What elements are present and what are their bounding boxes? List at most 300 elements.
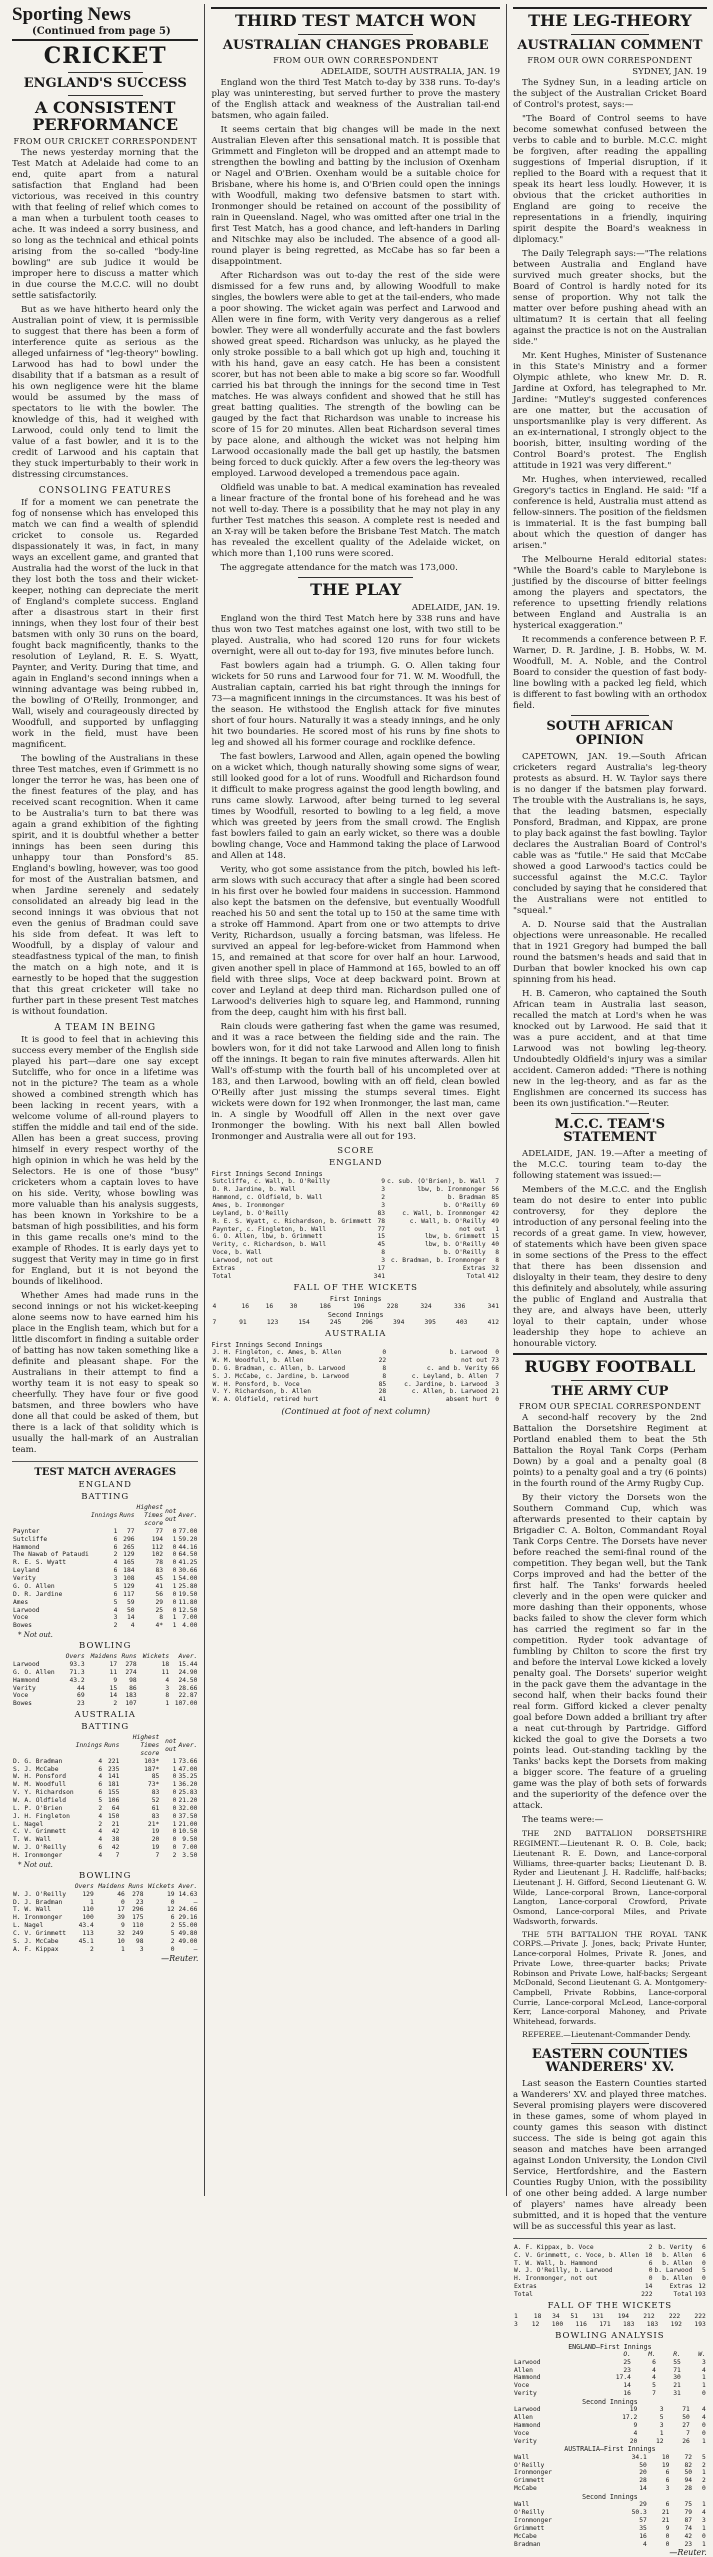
- table-cell: Ames: [13, 1598, 29, 1606]
- masthead-title: Sporting News: [12, 4, 131, 25]
- table-row: [12, 1766, 198, 1774]
- table-cell: Innings: [90, 1512, 118, 1520]
- table-cell: 21.00: [178, 1820, 198, 1828]
- table-cell: 29: [639, 2501, 647, 2509]
- australia-batting-table: [12, 1734, 198, 1860]
- table-row: [513, 2283, 707, 2291]
- table-cell: L. Nagel: [13, 1922, 44, 1930]
- table-cell: Verity: [514, 2390, 537, 2398]
- table-cell: 274: [125, 1668, 137, 1676]
- table-cell: 0: [665, 2540, 670, 2548]
- article-paragraph: If for a moment we can penetrate the fog of nonsense which has enveloped this match we can find a wealth of splendid cricket to console us. Regarded dispassionately it was, in fact, in many ways an excellent game, and granted that Australia had the worst of the luck in that they lost both the toss and their wicket-keeper, nothing can depreciate the merit of England's complete success. England after a disastrous start in their first innings, when they lost four of their best batsmen with only 30 runs on the board, fought back magnificently, thanks to the resolution of Leyland, R. E. S. Wyatt, Paynter, and Verity. During that time, and again in England's second innings when a winning advantage was being rubbed in, the bowling of O'Reilly, Ironmonger, and Wall, wisely and courageously directed by Woodfull, and supported by unflagging work in the field, must have been magnificent.: [12, 498, 199, 751]
- england-score-label: ENGLAND: [328, 1158, 383, 1169]
- table-cell: 14: [623, 2382, 631, 2390]
- table-cell: 4: [98, 1757, 103, 1765]
- table-cell: McCabe: [514, 2532, 537, 2540]
- table-cell: 184: [123, 1567, 135, 1575]
- table-cell: 78: [155, 1559, 164, 1567]
- table-cell: W. J. O'Reilly, b. Larwood: [514, 2267, 613, 2275]
- table-cell: 278: [125, 1660, 137, 1668]
- table-cell: 21: [111, 1820, 120, 1828]
- table-cell: 0: [701, 2485, 706, 2493]
- table-cell: 23: [623, 2366, 631, 2374]
- table-cell: 324: [420, 1302, 432, 1310]
- table-cell: [12, 1883, 72, 1891]
- table-cell: 18: [161, 1660, 170, 1668]
- table-cell: 5: [659, 2414, 664, 2422]
- table-cell: Leyland, b. O'Reilly: [212, 1209, 289, 1217]
- divider: [571, 1113, 649, 1114]
- table-row: [12, 1607, 198, 1615]
- table-header-row: [12, 1883, 198, 1891]
- table-cell: 34.1: [631, 2453, 647, 2461]
- table-row: [513, 2501, 707, 2509]
- table-cell: Grimmett: [514, 2524, 545, 2532]
- table-cell: lbw, b. O'Reilly: [424, 1241, 486, 1249]
- bowling-analysis-label: BOWLING ANALYSIS: [555, 2330, 665, 2341]
- army-cup-heading: THE ARMY CUP: [551, 1383, 669, 1399]
- table-cell: 43.4: [78, 1922, 94, 1930]
- table-cell: 6: [170, 1914, 175, 1922]
- article-paragraph: CAPETOWN, JAN. 19.—South African cricketers regard Australia's leg-theory protests as absurd. H. W. Taylor says there is no danger if the batsmen play forward. The trouble with the Australians is, he says, that the leading batsmen, especially Ponsford, Bradman, and Kippax, are prone to play back against the fast bowling. Taylor declares the Australian Board of Control's cable was as "futile." He said that McCabe showed a good Larwood's tactics could be successful against the M.C.C. Taylor concluded by saying that he considered that the Australians were not entitled to "squeal.": [513, 751, 707, 916]
- table-cell: 15: [491, 1233, 499, 1241]
- table-cell: 1: [701, 2524, 706, 2532]
- table-row: [513, 2252, 707, 2260]
- mcc-statement-heading: M.C.C. TEAM'S STATEMENT: [554, 1116, 665, 1146]
- table-cell: 8: [382, 1364, 387, 1372]
- bowling-label: BOWLING: [79, 1870, 132, 1881]
- table-cell: 5: [701, 2453, 706, 2461]
- table-row: [513, 2469, 707, 2477]
- table-cell: 235: [108, 1765, 120, 1773]
- table-cell: Verity: [514, 2437, 537, 2445]
- table-cell: W. M. Woodfull, b. Allen: [212, 1356, 304, 1364]
- team-list: THE 5TH BATTALION THE ROYAL TANK CORPS.—Private J. Jones, back; Private Hunter, Lance-corporal Holmes, Private R. Jones, and Private Lowe, three-quarter backs; Private Robinson and Private Lowe, half-backs; Sergeant McDonald, Second Lieutenant G. A. Montgomery-Campbell, Private Robbins, Lance-corporal Currie, Lance-corporal McLeod, Lance-corporal Kerr, Lance-corporal Mahoney, and Private Whitehead, forwards.: [513, 1929, 707, 2027]
- score-label: SCORE: [337, 1146, 375, 1157]
- table-cell: 412: [487, 1318, 499, 1326]
- table-cell: 7: [495, 1178, 499, 1186]
- table-cell: W. H. Ponsford: [13, 1773, 67, 1781]
- masthead: [12, 4, 198, 41]
- table-cell: 5: [701, 2267, 706, 2275]
- england-batting-rows: [12, 1528, 198, 1630]
- table-cell: 25: [155, 1606, 164, 1614]
- table-cell: 412: [487, 1272, 499, 1280]
- table-cell: R. E. S. Wyatt: [13, 1559, 67, 1567]
- table-cell: Bowes: [13, 1622, 32, 1630]
- table-cell: 7: [212, 1318, 217, 1326]
- table-cell: 9.50: [182, 1836, 198, 1844]
- table-cell: M.: [648, 2350, 656, 2358]
- table-row: [12, 1677, 198, 1685]
- table-cell: 100: [82, 1914, 94, 1922]
- table-row: [513, 2509, 707, 2517]
- table-cell: 78: [377, 1217, 386, 1225]
- table-cell: 71.3: [69, 1668, 85, 1676]
- table-cell: 21: [661, 2509, 670, 2517]
- table-cell: 50: [682, 2414, 690, 2422]
- table-cell: Maidens: [90, 1653, 118, 1661]
- table-cell: 12: [698, 2283, 706, 2291]
- table-row: [513, 2525, 707, 2533]
- table-cell: 23: [77, 1700, 85, 1708]
- divider: [571, 715, 649, 716]
- table-cell: 1: [89, 1898, 94, 1906]
- table-cell: not out: [459, 1225, 486, 1233]
- table-cell: The Nawab of Pataudi: [13, 1551, 89, 1559]
- table-cell: 1: [172, 1582, 177, 1590]
- eastern-counties-heading: EASTERN COUNTIES WANDERERS' XV.: [531, 2046, 688, 2076]
- australia-score-rows: [211, 1349, 500, 1404]
- table-cell: 3.50: [182, 1851, 198, 1859]
- table-cell: 64: [111, 1804, 120, 1812]
- fall-first-table: [211, 1303, 500, 1311]
- table-cell: 3: [514, 2320, 518, 2328]
- table-cell: 112: [151, 1543, 164, 1551]
- table-row: [513, 2438, 707, 2446]
- england-bowling-second: [513, 2406, 707, 2445]
- table-cell: Total: [466, 1272, 486, 1280]
- table-row: [513, 2406, 707, 2414]
- table-cell: Highest Times score: [132, 1734, 160, 1757]
- table-cell: b. Larwood: [449, 1349, 488, 1357]
- australia-batting-rows: [12, 1758, 198, 1860]
- table-cell: 71: [682, 2406, 690, 2414]
- table-cell: 77: [155, 1527, 164, 1535]
- table-cell: 8: [495, 1249, 499, 1257]
- table-cell: 2: [648, 2243, 653, 2251]
- table-row: [211, 1218, 500, 1226]
- table-cell: Aver.: [178, 1653, 198, 1661]
- byline: FROM OUR OWN CORRESPONDENT: [273, 56, 439, 66]
- table-cell: 150: [108, 1812, 120, 1820]
- australia-bowling-second: [513, 2501, 707, 2548]
- table-row: [211, 1194, 500, 1202]
- masthead-subtitle: (Continued from page 5): [32, 26, 171, 37]
- first-innings-label: First Innings: [211, 1170, 264, 1179]
- article-paragraph: H. B. Cameron, who captained the South African team in Australia last season, recalled the match at Lord's when he was knocked out by Larwood. He said that it was a pure accident, and at that time Larwood was not bowling leg-theory. Undoubtedly Oldfield's injury was a similar accident. Cameron added: "There is nothing new in the leg-theory, and as far as the Englishmen are concerned its success has been its own justification."—Reuter.: [513, 988, 707, 1109]
- table-cell: J. H. Fingleton: [13, 1812, 70, 1820]
- table-cell: T. W. Wall: [13, 1836, 51, 1844]
- australia-bowling-table: [12, 1883, 198, 1954]
- table-cell: 1: [701, 2501, 706, 2509]
- table-cell: 1: [172, 1575, 177, 1583]
- table-cell: 35: [639, 2524, 647, 2532]
- table-cell: 222: [641, 2290, 653, 2298]
- divider: [298, 577, 413, 578]
- table-cell: 341: [487, 1302, 499, 1310]
- table-row: [211, 1273, 500, 1281]
- table-cell: Bradman: [514, 2540, 541, 2548]
- table-cell: [12, 1653, 62, 1661]
- table-cell: 24.50: [178, 1676, 198, 1684]
- table-cell: 186: [319, 1302, 331, 1310]
- table-cell: 47.00: [178, 1765, 198, 1773]
- table-cell: 16: [639, 2532, 647, 2540]
- australia-bowling-analysis: [513, 2454, 707, 2493]
- table-cell: 32: [491, 1264, 499, 1272]
- table-cell: 16: [265, 1302, 274, 1310]
- table-cell: 3: [701, 2516, 706, 2524]
- table-cell: 1: [172, 1757, 177, 1765]
- table-cell: Overs: [65, 1653, 85, 1661]
- table-row: [211, 1265, 500, 1273]
- table-cell: [12, 1734, 75, 1758]
- article-paragraph: Rain clouds were gathering fast when the game was resumed, and it was a race between the fielding side and the rain. The bowlers won, for it did not take Larwood and Allen long to finish off the innings. It began to rain five minutes afterwards. Allen hit Wall's off-stump with the fourth ball of his uncompleted over at 183, and then Larwood, bowling with an off field, clean bowled O'Reilly after just missing the stumps several times. Eight wickets were down for 192 when Ironmonger, the last man, came in. A single by Woodfull off Allen in the next over gave Ironmonger the bowling. With his next ball Allen bowled Ironmonger and Australia were all out for 193.: [211, 1022, 500, 1143]
- table-cell: Runs: [104, 1741, 120, 1749]
- table-cell: 14: [639, 2485, 647, 2493]
- rugby-football-heading: RUGBY FOOTBALL: [524, 1357, 696, 1376]
- table-cell: 129: [82, 1890, 94, 1898]
- table-cell: 0: [172, 1796, 177, 1804]
- table-cell: 83: [155, 1567, 164, 1575]
- first-innings-label: First Innings: [329, 1294, 382, 1303]
- table-cell: 28: [378, 1388, 387, 1396]
- table-cell: 0: [172, 1527, 177, 1535]
- table-row: [513, 2267, 707, 2275]
- table-cell: 34: [552, 2312, 560, 2320]
- table-cell: 155: [108, 1789, 120, 1797]
- table-cell: 29.16: [178, 1914, 198, 1922]
- table-cell: 6: [665, 2477, 670, 2485]
- article-paragraph: Members of the M.C.C. and the English team do not desire to enter into public controversy, for they deplore the introduction of any personal feeling into the records of a great game. In view, however, of statements which have been given space in some sections of the Press to the effect that there has been dissension and disloyalty in their team, they desire to deny this definitely and absolutely, while assuring the public of England and Australia that they are, and always have been, utterly loyal to their captain, under whose leadership they hope to achieve an honourable victory.: [513, 1185, 707, 1349]
- table-cell: 41.25: [178, 1559, 198, 1567]
- table-row: [12, 1906, 198, 1914]
- table-cell: 4: [701, 2406, 706, 2414]
- table-cell: 32.00: [178, 1804, 198, 1812]
- table-row: [12, 1661, 198, 1669]
- table-cell: 8: [381, 1249, 386, 1257]
- table-cell: Sutcliffe: [13, 1535, 48, 1543]
- table-cell: 175: [132, 1914, 144, 1922]
- table-row: [12, 1544, 198, 1552]
- reuter-credit: —Reuter.: [161, 1953, 199, 1963]
- column-3: [506, 4, 713, 2557]
- table-cell: C. V. Grimmett, c. Voce, b. Allen: [514, 2251, 640, 2259]
- article-paragraph: The Daily Telegraph says:—"The relations between Australia and England have survived much greater shocks, but the Board of Control is hardly noted for its sense of proportion. Why not talk the matter over before pushing ahead with an ultimatum? It is certain that all feeling against the practice is not on the Australian side.": [513, 249, 707, 348]
- table-cell: 4: [113, 1606, 118, 1614]
- table-cell: 110: [82, 1906, 94, 1914]
- dateline: SYDNEY, JAN. 19: [632, 67, 707, 78]
- table-cell: 2: [98, 1804, 103, 1812]
- table-cell: 1: [659, 2429, 664, 2437]
- table-row: [12, 1813, 198, 1821]
- table-cell: 28.66: [178, 1684, 198, 1692]
- table-cell: Total: [212, 1272, 232, 1280]
- table-cell: 113: [82, 1930, 94, 1937]
- table-cell: 4: [212, 1302, 217, 1310]
- table-cell: 1: [701, 2540, 706, 2548]
- table-cell: 56: [155, 1590, 164, 1598]
- table-row: [211, 1233, 500, 1241]
- australia-bowling-first-rows: [513, 2454, 707, 2493]
- table-row: [211, 1178, 500, 1186]
- table-cell: Innings: [75, 1741, 103, 1749]
- table-cell: b. Bradman: [447, 1194, 486, 1202]
- table-cell: 6: [98, 1844, 103, 1852]
- table-cell: 8: [159, 1614, 164, 1622]
- second-innings-label: Second Innings: [267, 1340, 323, 1349]
- table-cell: 0: [172, 1844, 177, 1852]
- fall-second-row: [211, 1319, 500, 1327]
- table-cell: 2: [381, 1194, 386, 1202]
- table-cell: H. Ironmonger, not out: [514, 2275, 598, 2283]
- table-row: [513, 2374, 707, 2382]
- table-cell: 35.25: [178, 1773, 198, 1781]
- table-row: [211, 1226, 500, 1234]
- table-cell: 16: [241, 1302, 250, 1310]
- table-cell: 19: [629, 2406, 638, 2414]
- table-cell: 82: [684, 2461, 693, 2469]
- cont-fall-first-table: [513, 2313, 707, 2321]
- table-cell: 0: [701, 2390, 706, 2398]
- table-cell: 21: [491, 1388, 499, 1396]
- not-out-note: * Not out.: [18, 1860, 53, 1869]
- table-cell: McCabe: [514, 2485, 537, 2493]
- table-cell: Highest Times score: [136, 1504, 164, 1528]
- reuter-credit: —Reuter.: [669, 2548, 707, 2557]
- table-cell: 30.66: [178, 1567, 198, 1575]
- section-subhead: A TEAM IN BEING: [54, 1023, 157, 1034]
- article-paragraph: ADELAIDE, JAN. 19.—After a meeting of the M.C.C. touring team to-day the following statement was issued:—: [513, 1149, 707, 1181]
- table-cell: 0: [701, 2421, 706, 2429]
- table-cell: 14: [109, 1692, 118, 1700]
- table-cell: b. O'Reilly: [443, 1202, 486, 1210]
- table-cell: 69: [491, 1202, 499, 1210]
- table-cell: 44.16: [178, 1543, 198, 1551]
- table-cell: 2: [170, 1937, 175, 1945]
- table-cell: 4: [113, 1559, 118, 1567]
- table-cell: b. Verity: [658, 2243, 693, 2251]
- table-cell: Ironmonger: [514, 2516, 552, 2524]
- table-cell: 154: [298, 1318, 310, 1326]
- table-cell: 6: [648, 2259, 653, 2267]
- article-paragraph: A second-half recovery by the 2nd Battalion the Dorsetshire Regiment at Portland enabled them to beat the 5th Battalion the Royal Tank Corps (Perham Down) by a goal and a penalty goal (8 points) to a penalty goal and a try (6 points) in the fourth round of the Army Rugby Cup.: [513, 1413, 707, 1490]
- table-cell: 71: [673, 2366, 681, 2374]
- table-cell: Voce: [13, 1614, 29, 1622]
- table-cell: 1: [172, 1820, 177, 1828]
- table-cell: 3: [165, 1684, 170, 1692]
- table-row: [513, 2244, 707, 2252]
- table-cell: Hammond: [514, 2421, 541, 2429]
- table-cell: 83: [151, 1812, 160, 1820]
- table-cell: Verity, c. Richardson, b. Wall: [212, 1241, 327, 1249]
- table-row: [12, 1551, 198, 1559]
- table-cell: C. V. Grimmett: [13, 1930, 67, 1937]
- byline: FROM OUR SPECIAL CORRESPONDENT: [518, 1402, 701, 1412]
- australia-score-label: AUSTRALIA: [324, 1328, 387, 1339]
- table-row: [513, 2275, 707, 2283]
- table-cell: 3: [139, 1945, 144, 1953]
- table-cell: Voce: [514, 2429, 530, 2437]
- table-cell: 8: [165, 1692, 170, 1700]
- fall-first-row: [211, 1303, 500, 1311]
- table-row: [513, 2422, 707, 2430]
- table-cell: 278: [132, 1890, 144, 1898]
- table-cell: 38: [111, 1836, 120, 1844]
- table-row: [211, 1388, 500, 1396]
- table-cell: 341: [373, 1272, 386, 1280]
- table-cell: V. Y. Richardson: [13, 1789, 74, 1797]
- table-cell: 4: [652, 2374, 656, 2382]
- table-cell: 27: [682, 2421, 690, 2429]
- table-cell: 29: [155, 1598, 164, 1606]
- article-paragraph: England won the third Test Match to-day by 338 runs. To-day's play was uninteresting, but served further to prove the mastery of the English attack and weakness of the Australian tail-end batsmen, who again failed.: [211, 78, 500, 122]
- averages-title: TEST MATCH AVERAGES: [34, 1467, 177, 1479]
- table-row: [513, 2359, 707, 2367]
- table-cell: 1: [701, 2469, 706, 2477]
- table-cell: 22: [378, 1356, 387, 1364]
- article-paragraph: Fast bowlers again had a triumph. G. O. Allen taking four wickets for 50 runs and Larwood four for 71. W. M. Woodfull, the Australian captain, carried his bat right through the innings for 73—a magnificent innings in the circumstances. It was his best of the season. He withstood the English attack for five minutes short of four hours. Naturally it was a steady innings, and he only hit two boundaries. He scored most of his runs by fine shots to leg and showed all his former courage and rocklike defence.: [211, 661, 500, 749]
- table-cell: W.: [698, 2350, 706, 2358]
- table-cell: —: [193, 1945, 198, 1953]
- table-cell: 19: [166, 1890, 175, 1898]
- australia-bowling-rows: [12, 1891, 198, 1954]
- table-cell: 10: [644, 2251, 653, 2259]
- table-cell: 0: [648, 2275, 653, 2283]
- table-cell: 57: [639, 2516, 647, 2524]
- table-cell: 24.90: [178, 1668, 198, 1676]
- table-cell: W. J. O'Reilly: [13, 1890, 67, 1898]
- table-cell: 3: [381, 1257, 386, 1265]
- table-cell: 55.00: [178, 1922, 198, 1930]
- table-cell: 50.3: [631, 2509, 647, 2517]
- table-row: [12, 1899, 198, 1907]
- table-cell: 3: [113, 1614, 118, 1622]
- table-cell: R. E. S. Wyatt, c. Richardson, b. Grimmett: [212, 1217, 372, 1225]
- table-cell: W. A. Oldfield, retired hurt: [212, 1396, 319, 1404]
- table-cell: 17.2: [622, 2414, 638, 2422]
- table-cell: 66: [491, 1364, 499, 1372]
- not-out-note: * Not out.: [18, 1631, 53, 1640]
- table-cell: 103*: [144, 1757, 160, 1765]
- table-cell: [513, 2351, 587, 2359]
- table-cell: 19: [151, 1844, 160, 1852]
- batting-label: BATTING: [81, 1722, 130, 1733]
- table-cell: c. Leyland, b. Allen: [411, 1372, 488, 1380]
- table-cell: 77: [377, 1225, 386, 1233]
- table-cell: 4: [633, 2429, 638, 2437]
- table-cell: 171: [599, 2320, 611, 2328]
- table-cell: Ironmonger: [514, 2469, 552, 2477]
- australia-bowling-label: AUSTRALIA—First Innings: [564, 2445, 656, 2454]
- table-row: [513, 2382, 707, 2390]
- table-cell: b. Allen: [662, 2259, 693, 2267]
- table-cell: 51: [570, 2312, 578, 2320]
- table-cell: 1: [172, 1535, 177, 1543]
- table-cell: Extras: [462, 1264, 486, 1272]
- fall-of-wickets-label: FALL OF THE WICKETS: [293, 1282, 418, 1293]
- table-cell: Wall: [514, 2501, 530, 2509]
- divider: [298, 34, 413, 35]
- table-cell: 7.00: [182, 1844, 198, 1852]
- table-cell: 0: [172, 1551, 177, 1559]
- table-cell: 0: [172, 1567, 177, 1575]
- table-cell: 6: [98, 1781, 103, 1789]
- table-cell: 45.1: [78, 1937, 94, 1945]
- table-cell: Allen: [514, 2366, 533, 2374]
- table-cell: 42: [684, 2532, 693, 2540]
- table-cell: 1: [172, 1622, 177, 1630]
- australia-scorecard: [211, 1349, 500, 1404]
- referee: REFEREE.—Lieutenant-Commander Dendy.: [522, 2029, 691, 2039]
- table-cell: 16: [623, 2390, 631, 2398]
- table-cell: 249: [132, 1930, 144, 1937]
- byline: FROM OUR CRICKET CORRESPONDENT: [13, 137, 197, 147]
- table-row: [211, 1381, 500, 1389]
- table-cell: 394: [392, 1318, 405, 1326]
- table-row: [211, 1257, 500, 1265]
